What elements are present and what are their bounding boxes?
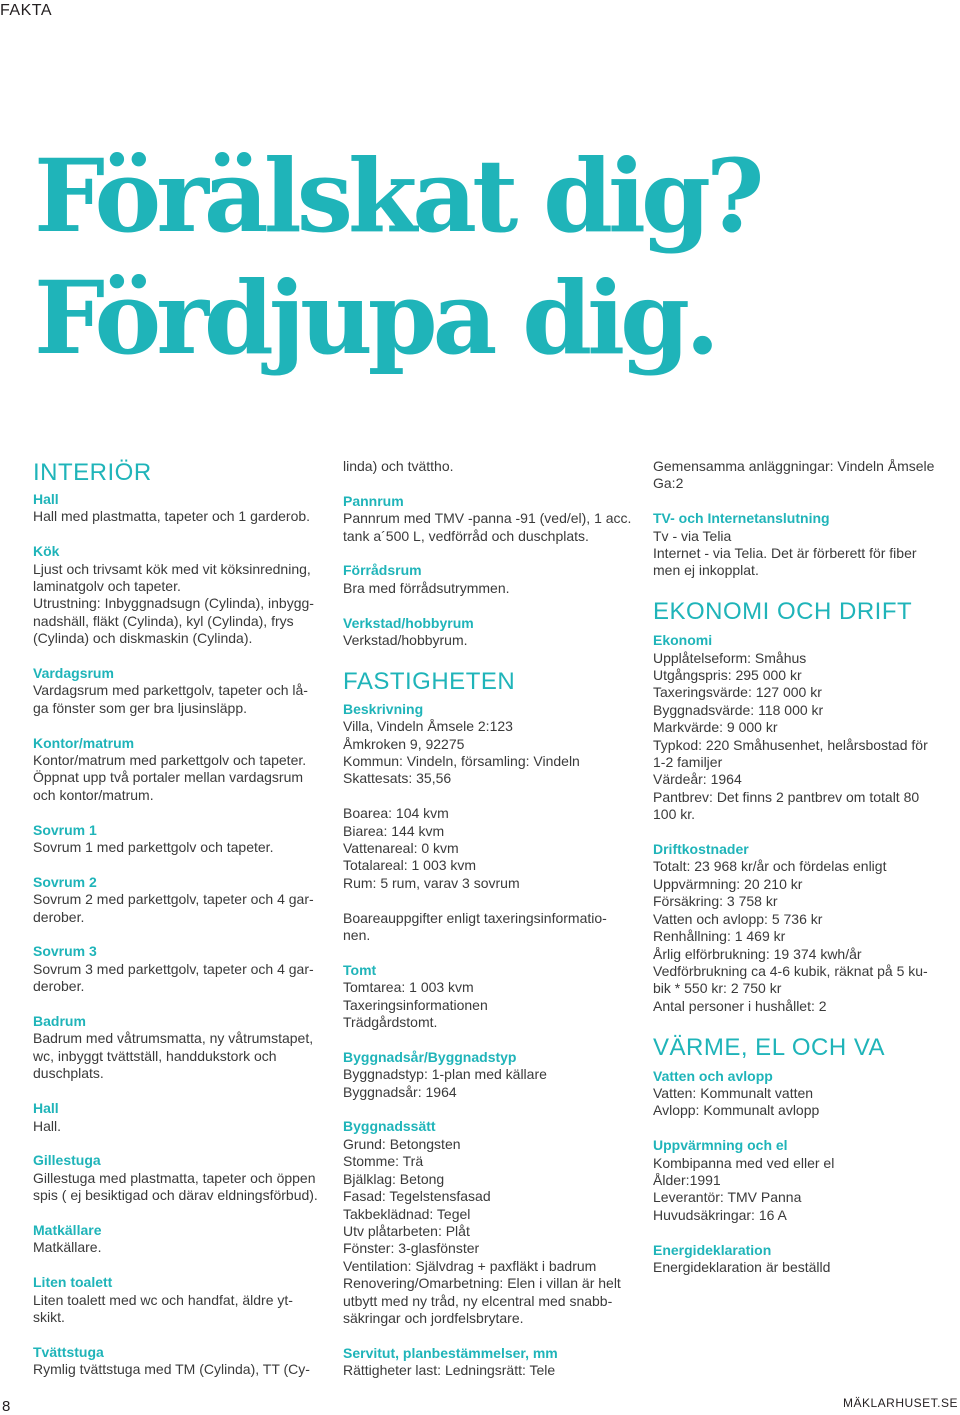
fact-line: Liten toalett med wc och handfat, äldre yt- xyxy=(33,1291,293,1308)
fact-line: Trädgårdstomt. xyxy=(343,1014,438,1031)
fact-heading: Badrum xyxy=(33,1013,86,1030)
fact-heading: Matkällare xyxy=(33,1221,102,1238)
fact-block xyxy=(33,1344,333,1379)
section-title-interior: INTERIÖR xyxy=(33,459,152,486)
fact-line: nadshäll, fläkt (Cylinda), kyl (Cylinda), frys xyxy=(33,612,294,629)
economy-blocks xyxy=(653,632,943,1015)
fact-line: Totalt: 23 968 kr/år och fördelas enligt xyxy=(653,858,887,875)
fact-line: Internet - via Telia. Det är förberett för fiber xyxy=(653,545,917,562)
fact-block xyxy=(33,491,333,526)
fact-line: Kontor/matrum med parkettgolv och tapeter. xyxy=(33,752,307,769)
fact-line: skikt. xyxy=(33,1308,65,1325)
fact-line: nen. xyxy=(343,927,371,944)
hero-headline xyxy=(34,135,760,379)
fact-block xyxy=(33,1152,333,1204)
property-blocks xyxy=(343,701,635,1380)
fact-line: Vattenareal: 0 kvm xyxy=(343,840,459,857)
fact-heading: Pannrum xyxy=(343,492,404,509)
fact-heading: Sovrum 2 xyxy=(33,873,97,890)
fact-heading: Driftkostnader xyxy=(653,841,749,858)
fact-block xyxy=(33,1222,333,1257)
fact-line: Leverantör: TMV Panna xyxy=(653,1189,802,1206)
fact-line: 100 kr. xyxy=(653,806,696,823)
fact-block xyxy=(33,735,333,805)
column-interior xyxy=(33,458,333,1396)
fact-line: Verkstad/hobbyrum. xyxy=(343,632,468,649)
section-title-utilities: VÄRME, EL OCH VA xyxy=(653,1033,886,1061)
fact-line: tank a´500 L, vedförråd och duschplats. xyxy=(343,527,589,544)
fact-line: Boareauppgifter enligt taxeringsinformatio- xyxy=(343,909,607,926)
fact-line: Villa, Vindeln Åmsele 2:123 xyxy=(343,718,513,735)
fact-line: Energideklaration är beställd xyxy=(653,1258,831,1275)
fact-line: Markvärde: 9 000 kr xyxy=(653,719,778,736)
economy-pre-blocks xyxy=(653,458,943,580)
fact-block xyxy=(343,701,635,788)
fact-line: Sovrum 3 med parkettgolv, tapeter och 4 gar- xyxy=(33,960,314,977)
fact-line: Upplåtelseform: Småhus xyxy=(653,649,807,666)
fact-heading: Sovrum 1 xyxy=(33,821,97,838)
fact-line: Rum: 5 rum, varav 3 sovrum xyxy=(343,874,520,891)
fact-block xyxy=(653,1137,943,1224)
fact-line: Försäkring: 3 758 kr xyxy=(653,893,778,910)
fact-line: Sovrum 2 med parkettgolv, tapeter och 4 gar- xyxy=(33,891,314,908)
fact-line: Vatten: Kommunalt vatten xyxy=(653,1084,814,1101)
fact-line: Utgångspris: 295 000 kr xyxy=(653,667,802,684)
fact-heading: Liten toalett xyxy=(33,1274,113,1291)
fact-block xyxy=(33,665,333,717)
fact-block xyxy=(33,943,333,995)
fact-line: Grund: Betongsten xyxy=(343,1135,461,1152)
fact-block xyxy=(653,1242,943,1277)
fact-block xyxy=(343,562,635,597)
fact-heading: Kontor/matrum xyxy=(33,734,135,751)
fact-line: säkringar och jordfelsbrytare. xyxy=(343,1309,524,1326)
fact-line: Öppnat upp två portaler mellan vardagsrum xyxy=(33,769,304,786)
fact-line: Boarea: 104 kvm xyxy=(343,805,449,822)
fact-line: Skattesats: 35,56 xyxy=(343,770,452,787)
fact-line: Renhållning: 1 469 kr xyxy=(653,928,786,945)
fact-line: Sovrum 1 med parkettgolv och tapeter. xyxy=(33,839,274,856)
fact-heading: Byggnadssätt xyxy=(343,1118,436,1135)
fact-line: duschplats. xyxy=(33,1065,104,1082)
fact-line: och kontor/matrum. xyxy=(33,786,154,803)
fact-line: Takbeklädnad: Tegel xyxy=(343,1205,471,1222)
fact-line: Åmkroken 9, 92275 xyxy=(343,735,465,752)
fact-line: Typkod: 220 Småhusenhet, helårsbostad för xyxy=(653,736,928,753)
fact-block xyxy=(343,493,635,545)
fact-line: (Cylinda) och diskmaskin (Cylinda). xyxy=(33,630,253,647)
fact-line: Kombipanna med ved eller el xyxy=(653,1154,835,1171)
fact-line: men ej inkopplat. xyxy=(653,562,759,579)
fact-heading: Tvättstuga xyxy=(33,1343,104,1360)
fact-line: Avlopp: Kommunalt avlopp xyxy=(653,1102,820,1119)
section-title-property: FASTIGHETEN xyxy=(343,667,516,695)
fact-line: laminatgolv och tapeter. xyxy=(33,578,181,595)
section-title-economy: EKONOMI OCH DRIFT xyxy=(653,598,913,626)
fact-heading: Beskrivning xyxy=(343,700,424,717)
fact-line: Utrustning: Inbyggnadsugn (Cylinda), inbygg- xyxy=(33,595,314,612)
column-economy xyxy=(653,458,943,1294)
fact-line: Gemensamma anläggningar: Vindeln Åmsele xyxy=(653,458,935,474)
fact-line: wc, inbyggt tvättställ, handdukstork och xyxy=(33,1047,277,1064)
fact-heading: Servitut, planbestämmelser, mm xyxy=(343,1344,558,1361)
column-property xyxy=(343,458,635,1397)
fact-block xyxy=(343,1345,635,1380)
fact-block xyxy=(653,841,943,1015)
fact-block xyxy=(653,632,943,823)
fact-line: Taxeringsvärde: 127 000 kr xyxy=(653,684,822,701)
page-number: 8 xyxy=(2,1398,11,1415)
fact-block xyxy=(33,1274,333,1326)
fact-block xyxy=(33,1100,333,1135)
fact-block xyxy=(343,458,635,475)
fact-line: Taxeringsinformationen xyxy=(343,996,488,1013)
fact-line: Vardagsrum med parkettgolv, tapeter och lå- xyxy=(33,682,308,699)
fact-line: Årlig elförbrukning: 19 374 kwh/år xyxy=(653,945,862,962)
fact-line: Antal personer i hushållet: 2 xyxy=(653,997,827,1014)
fact-line: Kommun: Vindeln, församling: Vindeln xyxy=(343,753,580,770)
hero-line-2: Fördjupa dig. xyxy=(34,259,715,377)
fact-line: Pannrum med TMV -panna -91 (ved/el), 1 acc. xyxy=(343,510,632,527)
fact-heading: Vatten och avlopp xyxy=(653,1067,773,1084)
fact-block xyxy=(33,822,333,857)
fact-heading: TV- och Internetanslutning xyxy=(653,510,830,527)
fact-line: Gillestuga med plastmatta, tapeter och öppen xyxy=(33,1169,316,1186)
fact-line: Byggnadsår: 1964 xyxy=(343,1083,457,1100)
fact-heading: Tomt xyxy=(343,961,377,978)
fact-line: Matkällare. xyxy=(33,1239,102,1256)
fact-block xyxy=(343,805,635,892)
utilities-blocks xyxy=(653,1068,943,1277)
fact-line: Tv - via Telia xyxy=(653,527,732,544)
fact-heading: Gillestuga xyxy=(33,1152,101,1169)
fact-block xyxy=(33,1013,333,1083)
fact-block xyxy=(343,910,635,945)
fact-block xyxy=(343,1118,635,1327)
fact-line: spis ( ej besiktigad och därav eldningsförbud). xyxy=(33,1187,318,1204)
fact-line: Vedförbrukning ca 4-6 kubik, räknat på 5 ku- xyxy=(653,962,928,979)
fact-heading: Kök xyxy=(33,543,60,560)
fact-heading: Uppvärmning och el xyxy=(653,1137,788,1154)
fact-line: Värdeår: 1964 xyxy=(653,771,742,788)
fact-block xyxy=(653,458,943,493)
fact-line: linda) och tvättho. xyxy=(343,458,454,474)
interior-blocks xyxy=(33,491,333,1379)
property-pre-blocks xyxy=(343,458,635,649)
fact-line: Rättigheter last: Ledningsrätt: Tele xyxy=(343,1362,556,1379)
fact-heading: Sovrum 3 xyxy=(33,943,97,960)
fact-line: Ventilation: Självdrag + paxfläkt i badrum xyxy=(343,1257,597,1274)
fact-block xyxy=(33,874,333,926)
fact-line: Pantbrev: Det finns 2 pantbrev om totalt 80 xyxy=(653,788,920,805)
fact-line: derober. xyxy=(33,978,85,995)
fact-heading: Byggnadsår/Byggnadstyp xyxy=(343,1048,517,1065)
fact-line: Rymlig tvättstuga med TM (Cylinda), TT (Cy- xyxy=(33,1361,310,1378)
fact-line: Bra med förrådsutrymmen. xyxy=(343,579,510,596)
fact-block xyxy=(343,1049,635,1101)
fact-line: Hall med plastmatta, tapeter och 1 garderob. xyxy=(33,508,311,525)
fact-line: Utv plåtarbeten: Plåt xyxy=(343,1222,470,1239)
fact-block xyxy=(653,510,943,580)
fact-line: utbytt med ny tråd, ny elcentral med snabb- xyxy=(343,1292,613,1309)
fact-line: Vatten och avlopp: 5 736 kr xyxy=(653,910,823,927)
fact-line: Badrum med våtrumsmatta, ny våtrumstapet, xyxy=(33,1030,314,1047)
section-label: FAKTA xyxy=(0,2,52,19)
fact-line: ga fönster som ger bra ljusinsläpp. xyxy=(33,699,247,716)
fact-line: Byggnadsvärde: 118 000 kr xyxy=(653,701,824,718)
fact-heading: Hall xyxy=(33,491,59,507)
fact-line: derober. xyxy=(33,908,85,925)
fact-line: Renovering/Omarbetning: Elen i villan är helt xyxy=(343,1275,621,1292)
fact-heading: Vardagsrum xyxy=(33,665,114,682)
fact-line: Fönster: 3-glasfönster xyxy=(343,1240,480,1257)
fact-heading: Energideklaration xyxy=(653,1241,772,1258)
fact-line: Fasad: Tegelstensfasad xyxy=(343,1188,491,1205)
fact-block xyxy=(343,962,635,1032)
fact-heading: Hall xyxy=(33,1100,59,1117)
fact-line: Ga:2 xyxy=(653,475,684,492)
fact-line: bik * 550 kr: 2 750 kr xyxy=(653,980,782,997)
fact-line: Tomtarea: 1 003 kvm xyxy=(343,979,474,996)
fact-line: Stomme: Trä xyxy=(343,1153,424,1170)
fact-line: Ålder:1991 xyxy=(653,1171,721,1188)
fact-line: Huvudsäkringar: 16 A xyxy=(653,1206,787,1223)
fact-line: Ljust och trivsamt kök med vit köksinredning, xyxy=(33,560,311,577)
fact-heading: Förrådsrum xyxy=(343,562,422,579)
fact-block xyxy=(33,543,333,647)
fact-heading: Ekonomi xyxy=(653,632,713,649)
fact-block xyxy=(343,615,635,650)
hero-line-1: Förälskat dig? xyxy=(34,137,760,255)
fact-heading: Verkstad/hobbyrum xyxy=(343,614,474,631)
fact-line: Bjälklag: Betong xyxy=(343,1170,445,1187)
fact-line: Biarea: 144 kvm xyxy=(343,822,445,839)
fact-line: Uppvärmning: 20 210 kr xyxy=(653,875,803,892)
fact-line: Byggnadstyp: 1-plan med källare xyxy=(343,1066,547,1083)
fact-line: Totalareal: 1 003 kvm xyxy=(343,857,477,874)
fact-block xyxy=(653,1068,943,1120)
fact-line: 1-2 familjer xyxy=(653,754,723,771)
fact-line: Hall. xyxy=(33,1117,62,1134)
site-name: MÄKLARHUSET.SE xyxy=(842,1396,958,1410)
